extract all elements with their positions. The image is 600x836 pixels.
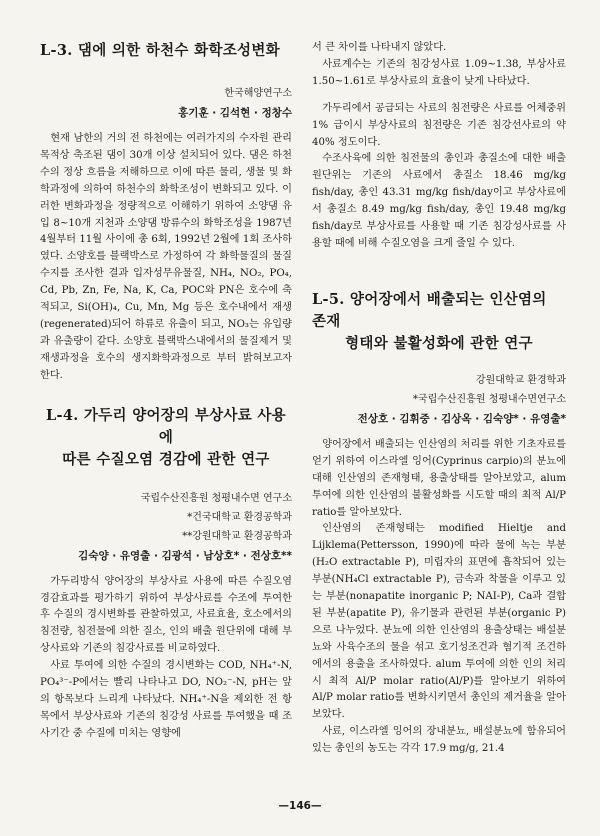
left-column xyxy=(40,40,292,743)
section-l4-authors: 김숙양 · 유영출 · 김광석 · 남상호* · 전상호** xyxy=(78,549,292,562)
section-l4-affiliation-3: **강원대학교 환경공학과 xyxy=(182,530,292,542)
section-l4-cont-paragraph-1: 서 큰 차이를 나타내지 않았다. xyxy=(312,42,447,53)
section-l4-cont-paragraph-4: 수조사육에 의한 침전물의 총인과 총질소에 대한 배출원단위는 기존의 사료에서 총질소 18.46 mg/kg fish/day, 총인 43.31 mg/kg fish/day이고 부상사료에서 총질소 8.49 mg/kg fish/day, 총인 19.48 mg/kg fish/day로 부상사료를 사용할 때 기존 침강성사료를 사용할 때에 비해 수질오염을 크게 줄일 수 있다. xyxy=(312,153,566,249)
right-column xyxy=(312,40,566,758)
section-l5-title-line2: 형태와 불활성화에 관한 연구 xyxy=(345,334,533,352)
section-l4-paragraph-2: 사료 투여에 의한 수질의 경시변화는 COD, NH₄⁺-N, PO₄³⁻-P에서는 빨리 나타나고 DO, NO₂⁻-N, pH는 앞의 항목보다 느리게 나타났다. NH₄⁺-N을 제외한 전 항목에서 부상사료와 기존의 침강성 사료를 투여했을 때 조사기간 중 수질에 미치는 영향에 xyxy=(40,660,292,739)
section-l5-authors: 전상호 · 김휘중 · 김상옥 · 김숙양* · 유영출* xyxy=(357,412,566,425)
section-l5-paragraph-1: 양어장에서 배출되는 인산염의 처리를 위한 기초자료를 얻기 위하여 이스라엘 잉어(Cyprinus carpio)의 분뇨에 대해 인산염의 존재형태, 용출상태를 알아보았고, alum 투여에 의한 인산염의 불활성화를 시도할 때의 최적 Al/P ratio를 알아보았다. xyxy=(312,438,566,518)
section-l5-affiliation-1: 강원대학교 환경학과 xyxy=(475,374,566,386)
section-l4-paragraph-1: 가두리방식 양어장의 부상사료 사용에 따른 수질오염 경감효과를 평가하기 위하여 부상사료를 수조에 투여한 후 수질의 경시변화를 관찰하였고, 사료효율, 호소에서의 침전량, 침전물에 의한 질소, 인의 배출 원단위에 대해 부상사료와 기존의 침강사료를 비교하였다. xyxy=(40,575,292,655)
section-l3-title: L-3. 댐에 의한 하천수 화학조성변화 xyxy=(40,42,280,59)
section-l5-title-line1: L-5. 양어장에서 배출되는 인산염의 존재 xyxy=(312,290,547,330)
section-l4-affiliation-1: 국립수산진흥원 청평내수면 연구소 xyxy=(140,492,292,504)
section-l4-cont-paragraph-3: 가두리에서 공급되는 사료의 침전량은 사료를 어체중위 1% 급이시 부상사료의 침전량은 기존 침강선사료의 약 40% 정도이다. xyxy=(312,102,566,148)
section-l4-affiliation-2: *건국대학교 환경공학과 xyxy=(187,511,292,523)
page-number: —146— xyxy=(278,800,322,812)
section-l3-authors: 홍기훈 · 김석현 · 정창수 xyxy=(178,107,292,119)
section-l4-title-line2: 따른 수질오염 경감에 관한 연구 xyxy=(62,450,270,468)
section-l5-paragraph-3: 사료, 이스라엘 잉어의 장내분뇨, 배설분뇨에 함유되어 있는 총인의 농도는 각각 17.9 mg/g, 21.4 xyxy=(312,726,566,755)
section-l4-cont-paragraph-2: 사료계수는 기존의 침강성사료 1.09~1.38, 부상사료 1.50~1.61로 부상사료의 효율이 낮게 나타났다. xyxy=(312,58,566,87)
section-l5-paragraph-2: 인산염의 존재형태는 modified Hieltje and Lijklema(Pettersson, 1990)에 따라 물에 녹는 부분(H₂O extractable P), 미립자의 표면에 흡착되어 있는 부분(NH₄Cl extractable P), 금속과 착물을 이루고 있는 부분(nonapatite inorganic P; NAI-P), Ca과 결합된 부분(apatite P), 유기물과 관련된 부분(organic P)으로 나누었다. 분뇨에 의한 인산염의 용출상태는 배설분뇨와 사육수조의 물을 섞고 호기성조건과 혐기적 조건하에서의 용출을 조사하였다. alum 투여에 의한 인의 처리시 최적 Al/P molar ratio(Al/P)를 알아보기 위하여 Al/P molar ratio를 변화시키면서 총인의 제거율을 알아보았다. xyxy=(312,523,566,721)
section-l3-body: 현재 남한의 거의 전 하천에는 여러가지의 수자원 관리 목적상 축조된 댐이 30개 이상 설치되어 있다. 댐은 하천수의 정상 흐름을 저해하므로 이에 따른 물리, 생물 및 화학과정에 의하여 하천수의 화학조성이 변화되고 있다. 이러한 변화과정을 정량적으로 이해하기 위하여 소양댐 유입 8~10개 지천과 소양댐 방류수의 화학조성을 1987년 4월부터 11월 사이에 총 6회, 1992년 2월에 1회 조사하였다. 소양호를 블랙박스로 가정하여 각 화학물질의 물질수지를 조사한 결과 입자성무유물질, NH₄, NO₂, PO₄, Cd, Pb, Zn, Fe, Na, K, Ca, POC와 PN은 호수에 축적되고, Si(OH)₄, Cu, Mn, Mg 등은 호수내에서 재생 (regenerated)되어 하류로 유출이 되고, NO₃는 유입량과 유출량이 같다. 소양호 블랙박스내에서의 물질제거 및 재생과정을 호수의 생지화학과정으로 부터 밝혀보고자 한다. xyxy=(40,133,292,381)
section-l4-title-line1: L-4. 가두리 양어장의 부상사료 사용에 xyxy=(46,406,286,446)
section-l5-affiliation-2: *국립수산진흥원 청평내수면연구소 xyxy=(412,393,566,405)
section-l3-affiliation: 한국해양연구소 xyxy=(224,88,292,99)
